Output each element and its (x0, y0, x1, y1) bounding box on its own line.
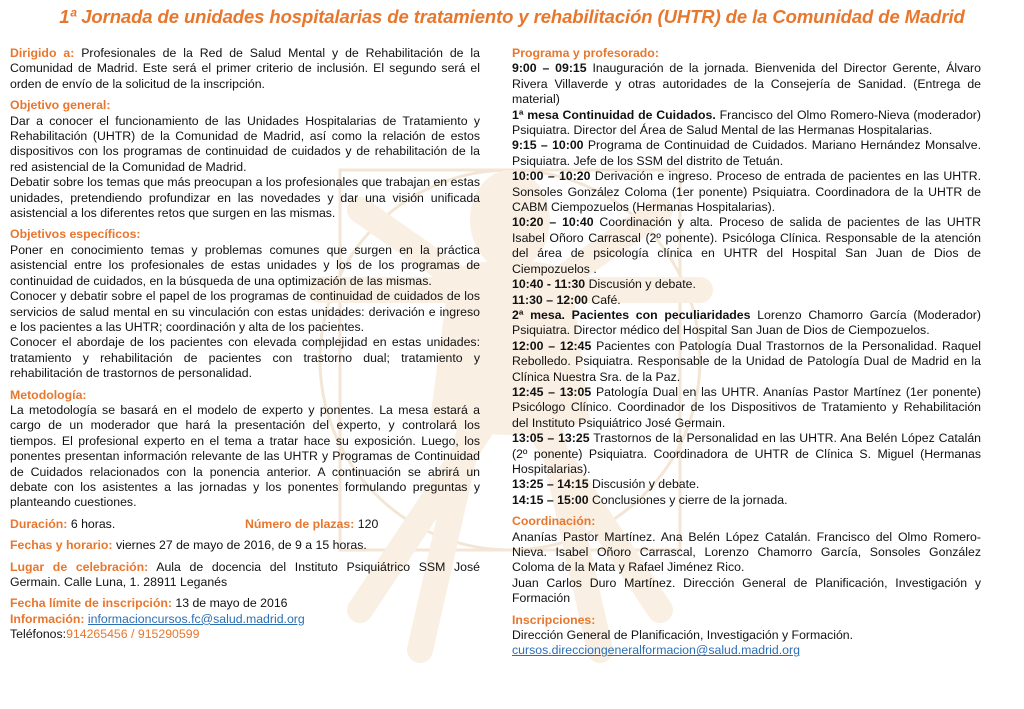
program-item-text: Programa de Continuidad de Cuidados. Mariano Hernández Monsalve. Psiquiatra. Jefe de los SSM del distrito de Tetuán. (512, 138, 981, 168)
program-item-time: 13:05 – 13:25 (512, 431, 590, 446)
metodologia-label: Metodología: (10, 387, 87, 402)
program-item (512, 138, 981, 169)
program-item-text: Pacientes con Patología Dual Trastornos de la Personalidad. Raquel Rebolledo. Psiquiatra. Responsable de la Unidad de Patología Dual de Madrid en la Clínica Nuestra Sra. de la Paz. (512, 338, 982, 384)
program-item-time: 10:00 – 10:20 (512, 169, 591, 184)
program-item-text: Coordinación y alta. Proceso de salida de pacientes de las UHTR Isabel Oñoro Carrascal (2º ponente). Psicóloga Clínica. Responsable de la atención del área de psicología clínica en UHTR del Hospital San Juan de Dios de Ciempozuelos . (512, 215, 981, 276)
telefonos-label: Teléfonos: (10, 627, 67, 642)
inscripciones-section (512, 613, 981, 659)
left-column (10, 46, 480, 643)
objetivo-section (10, 98, 480, 221)
coordinacion-p1: Ananías Pastor Martínez. Ana Belén López Catalán. Francisco del Olmo Romero-Nieva. Isabel Oñoro Carrascal, Lorenzo Chamorro García, Sonsoles González Coloma de la Mata y Rafael Jiménez Rico. (512, 529, 981, 575)
dirigido-label: Dirigido a: (10, 46, 75, 60)
coordinacion-p2: Juan Carlos Duro Martínez. Dirección General de Planificación, Investigación y Formación (512, 575, 981, 606)
program-item-time: 14:15 – 15:00 (512, 492, 589, 507)
fechas-value: viernes 27 de mayo de 2016, de 9 a 15 horas. (115, 538, 367, 553)
dirigido-text: Profesionales de la Red de Salud Mental y de Rehabilitación de la Comunidad de Madrid. Este será el primer criterio de inclusión. El segundo será el orden de envío de la solicitud de la inscripción. (10, 46, 480, 91)
limite-section (10, 596, 480, 611)
lugar-label: Lugar de celebración: (10, 559, 149, 574)
program-item-time: 9:15 – 10:00 (512, 138, 584, 153)
coordinacion-section (512, 514, 981, 606)
program-item-text: Francisco del Olmo Romero-Nieva (moderador) Psiquiatra. Director del Área de Salud Mental de las Hermanas Hospitalarias. (512, 107, 981, 138)
dirigido-section (10, 46, 480, 92)
page-title: 1ª Jornada de unidades hospitalarias de tratamiento y rehabilitación (UHTR) de la Comunidad de Madrid (59, 6, 965, 27)
plazas-value: 120 (357, 516, 379, 531)
metodologia-section (10, 388, 480, 511)
lugar-value: Aula de docencia del Instituto Psiquiátrico SSM José Germain. Calle Luna, 1. 28911 Leganés (10, 559, 480, 589)
fechas-section (10, 538, 480, 553)
program-item-text: Trastornos de la Personalidad en las UHTR. Ana Belén López Catalán (2º ponente) Psiquiatra. Coordinadora de UHTR de Clínica S. Miguel (Hermanas Hospitalarias). (512, 431, 981, 476)
info-label: Información: (10, 611, 85, 626)
especificos-p1: Poner en conocimiento temas y problemas comunes que surgen en la práctica asistencial entre los profesionales de estas unidades y los de los programas de continuidad de cuidados, en la búsqueda de una optimización de las mismas. (10, 242, 480, 288)
program-item-text: Lorenzo Chamorro García (Moderador) Psiquiatra. Director médico del Hospital San Juan de Dios de Ciempozuelos. (512, 307, 981, 338)
inscripciones-email-link[interactable]: cursos.direcciongeneralformacion@salud.madrid.org (512, 643, 800, 658)
especificos-section (10, 227, 480, 381)
inscripciones-label: Inscripciones: (512, 612, 596, 627)
plazas-label: Número de plazas: (245, 516, 355, 531)
program-item (512, 308, 981, 339)
program-item (512, 385, 981, 431)
program-item-time: 9:00 – 09:15 (512, 61, 587, 76)
program-item (512, 431, 981, 477)
program-list (512, 61, 981, 508)
program-item-text: Derivación e ingreso. Proceso de entrada de pacientes en las UHTR. Sonsoles González Coloma (1er ponente) Psiquiatra. Coordinadora de la UHTR de CABM Ciempozuelos (Hermanas Hospitalarias). (512, 169, 981, 215)
program-item-time: 12:45 – 13:05 (512, 384, 592, 399)
program-item (512, 477, 981, 492)
especificos-label: Objetivos específicos: (10, 227, 141, 242)
objetivo-p2: Debatir sobre los temas que más preocupan a los profesionales que trabajan en estas unidades, pretendiendo profundizar en las novedades y dar una visión unificada asistencial a los diferentes retos que surgen en las mismas. (10, 175, 480, 221)
metodologia-text: La metodología se basará en el modelo de experto y ponentes. La mesa estará a cargo de un moderador que hará la presentación del experto, y controlará los tiempos. El profesional experto en el tema a tratar hace su exposición. Luego, los ponentes presentan información relevante de las UHTR y Programas de Continuidad de Cuidados relacionados con la ponencia anterior. A continuación se abrirá un debate con los asistentes a las jornadas y los ponentes formulando preguntas y planteando cuestiones. (10, 402, 480, 510)
especificos-p3: Conocer el abordaje de los pacientes con elevada complejidad en estas unidades: tratamiento y rehabilitación de pacientes con trastorno dual; tratamiento y rehabilitación de trastornos de personalidad. (10, 335, 480, 381)
program-item (512, 108, 981, 139)
fechas-label: Fechas y horario: (10, 538, 113, 553)
coordinacion-label: Coordinación: (512, 514, 596, 529)
program-item (512, 339, 981, 385)
right-column (512, 46, 981, 659)
limite-value: 13 de mayo de 2016 (175, 596, 288, 611)
program-item-time: 12:00 – 12:45 (512, 338, 592, 353)
telefonos-value: 914265456 / 915290599 (66, 627, 200, 642)
program-item (512, 215, 981, 277)
duracion-value: 6 horas. (70, 516, 116, 531)
program-item (512, 493, 981, 508)
objetivo-label: Objetivo general: (10, 98, 111, 113)
program-item (512, 277, 981, 292)
inscripciones-text: Dirección General de Planificación, Investigación y Formación. (512, 628, 854, 643)
program-item-time: 10:40 - 11:30 (512, 277, 586, 292)
program-item-time: 13:25 – 14:15 (512, 477, 589, 492)
program-item-text: Inauguración de la jornada. Bienvenida del Director Gerente, Álvaro Rivera Villaverde y otras autoridades de la Consejería de Sanidad. (Entrega de material) (512, 61, 981, 107)
especificos-p2: Conocer y debatir sobre el papel de los programas de continuidad de cuidados de los servicios de salud mental en su vinculación con estas unidades: derivación e ingreso e los pacientes a las UHTR; coordinación y alta de los pacientes. (10, 289, 480, 334)
program-item-text: Patología Dual en las UHTR. Ananías Pastor Martínez (1er ponente) Psicólogo Clínico. Coordinador de los Dispositivos de Tratamiento y Rehabilitación del Instituto Psiquiátrico José Germain. (512, 384, 981, 430)
program-item (512, 169, 981, 215)
program-item-time: 2ª mesa. Pacientes con peculiaridades (512, 307, 751, 322)
objetivo-p1: Dar a conocer el funcionamiento de las Unidades Hospitalarias de Tratamiento y Rehabilitación (UHTR) de la Comunidad de Madrid, así como la relación de estos dispositivos con los programas de continuidad de cuidados y de rehabilitación de la red asistencial de la Comunidad de Madrid. (10, 113, 480, 174)
limite-label: Fecha límite de inscripción: (10, 596, 172, 611)
program-item-text: Café. (587, 292, 621, 307)
info-section (10, 612, 480, 627)
program-item (512, 61, 981, 107)
duracion-label: Duración: (10, 516, 68, 531)
program-item-time: 10:20 – 10:40 (512, 215, 594, 230)
program-item-text: Discusión y debate. (585, 277, 696, 292)
duracion-row (10, 517, 480, 532)
program-item-text: Discusión y debate. (588, 477, 700, 492)
info-email-link[interactable]: informacioncursos.fc@salud.madrid.org (87, 611, 305, 626)
lugar-section (10, 560, 480, 591)
program-item-time: 11:30 – 12:00 (512, 292, 588, 307)
telefonos-section (10, 627, 480, 642)
program-item (512, 293, 981, 308)
program-item-text: Conclusiones y cierre de la jornada. (588, 492, 788, 507)
program-item-time: 1ª mesa Continuidad de Cuidados. (512, 107, 716, 122)
programa-label: Programa y profesorado: (512, 46, 659, 60)
